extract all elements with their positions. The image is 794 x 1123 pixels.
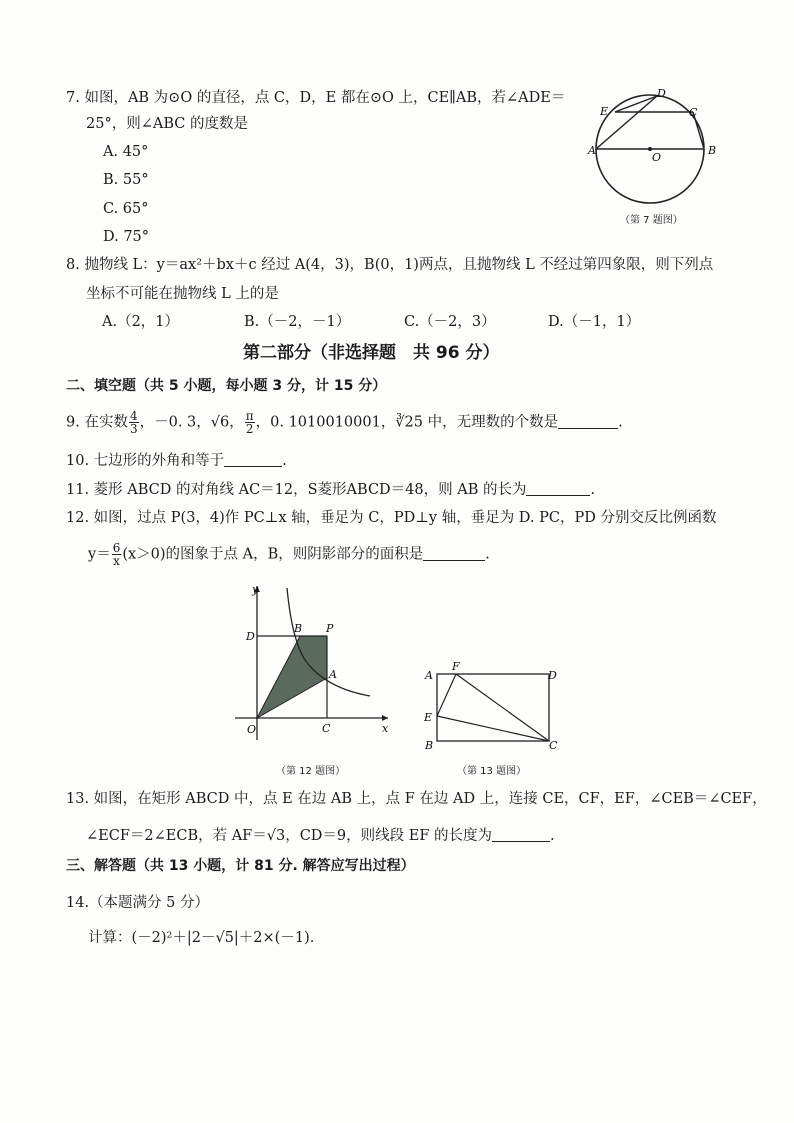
section2-heading: 二、填空题（共 5 小题，每小题 3 分，计 15 分） bbox=[66, 378, 387, 394]
q7-label-b: B bbox=[708, 144, 717, 157]
q10-end: . bbox=[282, 453, 287, 469]
q7-figure-caption: （第 7 题图） bbox=[620, 215, 683, 226]
q12-label-y: y bbox=[252, 583, 259, 596]
q10-stem bbox=[66, 451, 287, 471]
q12-frac-den: x bbox=[113, 554, 120, 568]
q14-title: 14.（本题满分 5 分） bbox=[66, 895, 210, 911]
q11-text: 11. 菱形 ABCD 的对角线 AC＝12，S菱形ABCD＝48，则 AB 的长为 bbox=[66, 482, 527, 498]
q8-stem-line1: 8. 抛物线 L：y＝ax²＋bx＋c 经过 A(4，3)，B(0，1)两点，且抛物线 L 不经过第四象限，则下列点 bbox=[66, 257, 714, 273]
q7-circle-figure bbox=[585, 84, 725, 214]
q9-mid1: ，－0. 3，√6， bbox=[139, 414, 244, 431]
q7-label-c: C bbox=[689, 106, 698, 119]
q7-label-d: D bbox=[657, 87, 666, 100]
q12-label-x: x bbox=[382, 722, 389, 735]
q13-label-b: B bbox=[425, 739, 434, 752]
q13-label-d: D bbox=[548, 669, 557, 682]
q7-option-c: C. 65° bbox=[103, 201, 149, 217]
q13-label-e: E bbox=[424, 711, 433, 724]
q11-answer-blank[interactable] bbox=[526, 481, 590, 496]
q7-option-d: D. 75° bbox=[103, 229, 150, 245]
q13-answer-blank[interactable] bbox=[492, 827, 550, 842]
q12-label-b: B bbox=[294, 622, 303, 635]
q7-stem-line2: 25°，则∠ABC 的度数是 bbox=[86, 116, 248, 132]
q14-expression: 计算：(－2)²＋|2－√5|＋2×(－1). bbox=[88, 930, 315, 946]
q7-option-b: B. 55° bbox=[103, 172, 149, 188]
q13-label-f: F bbox=[452, 660, 460, 673]
q12-fraction-6-x bbox=[112, 542, 122, 567]
q8-option-d: D.（－1，1） bbox=[548, 314, 641, 330]
q12-y-prefix: y＝ bbox=[88, 546, 111, 563]
q9-frac1-den: 3 bbox=[129, 422, 138, 436]
q11-end: . bbox=[590, 482, 596, 498]
q7-label-o: O bbox=[652, 151, 662, 164]
q9-fraction-4-3 bbox=[129, 410, 139, 435]
q10-answer-blank[interactable] bbox=[224, 452, 282, 467]
q8-option-a: A.（2，1） bbox=[102, 314, 180, 330]
q13-label-c: C bbox=[549, 739, 558, 752]
q9-prefix: 9. 在实数 bbox=[66, 414, 128, 431]
q12-label-c: C bbox=[322, 722, 331, 735]
section3-heading: 三、解答题（共 13 小题，计 81 分. 解答应写出过程） bbox=[66, 858, 415, 874]
q9-frac1-num: 4 bbox=[129, 409, 138, 423]
q12-coordinate-figure bbox=[230, 580, 400, 750]
q13-line2-text: ∠ECF＝2∠ECB，若 AF＝√3，CD＝9，则线段 EF 的长度为 bbox=[86, 828, 493, 844]
q8-stem-line2: 坐标不可能在抛物线 L 上的是 bbox=[86, 286, 279, 302]
q12-answer-blank[interactable] bbox=[423, 546, 485, 561]
q13-stem-line2 bbox=[86, 826, 555, 846]
q7-stem-line1: 7. 如图，AB 为⊙O 的直径，点 C，D，E 都在⊙O 上，CE∥AB，若∠ADE＝ bbox=[66, 90, 566, 106]
q12-figure-caption: （第 12 题图） bbox=[276, 766, 346, 777]
q13-figure-caption: （第 13 题图） bbox=[457, 766, 527, 777]
q12-stem-line1: 12. 如图，过点 P(3，4)作 PC⊥x 轴，垂足为 C，PD⊥y 轴，垂足为 D. PC，PD 分别交反比例函数 bbox=[66, 510, 717, 526]
q13-end: . bbox=[550, 828, 555, 844]
q8-option-b: B.（－2，－1） bbox=[244, 314, 351, 330]
q13-label-a: A bbox=[425, 669, 433, 682]
part2-title: 第二部分（非选择题 共 96 分） bbox=[243, 343, 500, 363]
q12-label-d: D bbox=[246, 630, 255, 643]
q8-option-c: C.（－2，3） bbox=[404, 314, 496, 330]
q7-option-a: A. 45° bbox=[103, 144, 149, 160]
q12-line2-text: (x＞0)的图象于点 A，B，则阴影部分的面积是 bbox=[122, 546, 424, 563]
q13-stem-line1: 13. 如图，在矩形 ABCD 中，点 E 在边 AB 上，点 F 在边 AD 上，连接 CE，CF，EF，∠CEB＝∠CEF， bbox=[66, 791, 767, 807]
q11-stem bbox=[66, 480, 595, 500]
q10-text: 10. 七边形的外角和等于 bbox=[66, 453, 225, 469]
q12-label-a: A bbox=[329, 668, 337, 681]
q9-stem bbox=[66, 410, 623, 435]
q9-frac2-den: 2 bbox=[245, 422, 254, 436]
q9-end: . bbox=[618, 414, 623, 431]
q9-answer-blank[interactable] bbox=[558, 414, 618, 429]
q9-frac2-num: π bbox=[245, 409, 254, 423]
q12-label-o: O bbox=[247, 723, 257, 736]
q12-stem-line2 bbox=[88, 542, 490, 567]
q12-label-p: P bbox=[326, 622, 334, 635]
q12-frac-num: 6 bbox=[112, 541, 121, 555]
q12-end: . bbox=[485, 546, 490, 563]
q7-label-e: E bbox=[600, 105, 609, 118]
q13-rectangle-figure bbox=[418, 660, 568, 755]
q7-label-a: A bbox=[588, 144, 596, 157]
q9-mid2: ，0. 1010010001，∛25 中，无理数的个数是 bbox=[255, 414, 559, 431]
q9-fraction-pi-2 bbox=[245, 410, 255, 435]
